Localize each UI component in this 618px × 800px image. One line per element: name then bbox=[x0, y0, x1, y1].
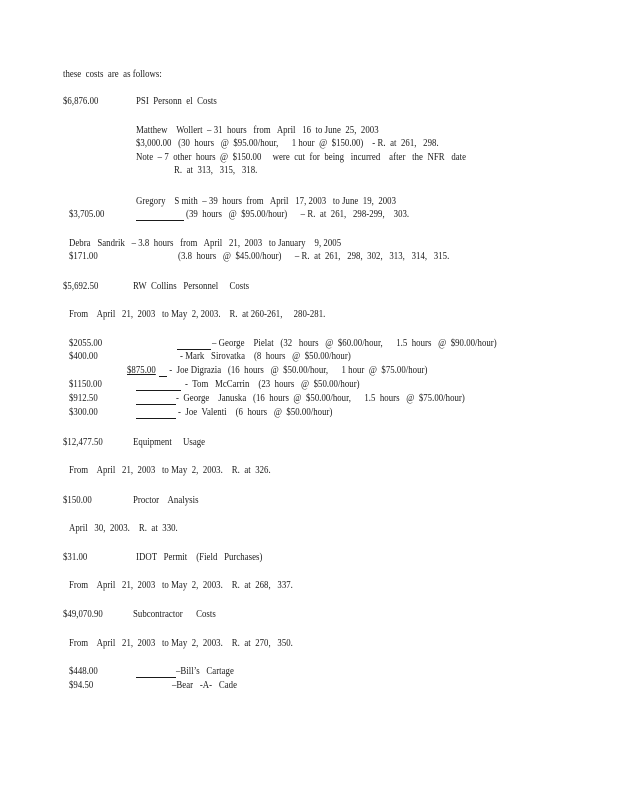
psi-sandrik-detail: (3.8 hours @ $45.00/hour) – R. at 261, 298, 302, 313, 314, 315. bbox=[178, 251, 450, 262]
sub-period: From April 21, 2003 to May 2, 2003. R. at 270, 350. bbox=[69, 638, 293, 649]
idot-period: From April 21, 2003 to May 2, 2003. R. at 268, 337. bbox=[69, 580, 293, 591]
rw-digrazia-detail: - Joe Digrazia (16 hours @ $50.00/hour, 1 hour @ $75.00/hour) bbox=[167, 365, 428, 376]
sub-bear-detail: –Bear -A- Cade bbox=[172, 680, 238, 691]
intro-line: these costs are as follows: bbox=[63, 69, 162, 80]
equipment-amount: $12,477.50 bbox=[63, 437, 103, 448]
equipment-title: Equipment Usage bbox=[133, 437, 206, 448]
psi-wollert-line2: $3,000.00 (30 hours @ $95.00/hour, 1 hour @ $150.00) - R. at 261, 298. bbox=[136, 138, 439, 149]
sub-amount: $49,070.90 bbox=[63, 609, 103, 620]
idot-title: IDOT Permit (Field Purchases) bbox=[136, 552, 263, 563]
psi-smith-amount: $3,705.00 bbox=[69, 209, 105, 220]
psi-sandrik-line1: Debra Sandrik – 3.8 hours from April 21, 2003 to January 9, 2005 bbox=[69, 238, 342, 249]
psi-title: PSI Personn el Costs bbox=[136, 96, 217, 107]
rw-digrazia-blank bbox=[159, 367, 167, 377]
psi-sandrik-amount: $171.00 bbox=[69, 251, 98, 262]
sub-title: Subcontractor Costs bbox=[133, 609, 216, 620]
rw-valenti-blank bbox=[136, 409, 176, 419]
rw-pielat-amount: $2055.00 bbox=[69, 338, 103, 349]
rw-valenti-detail: - Joe Valenti (6 hours @ $50.00/hour) bbox=[178, 407, 333, 418]
rw-januska-blank bbox=[136, 395, 176, 405]
psi-wollert-line1: Matthew Wollert – 31 hours from April 16 to June 25, 2003 bbox=[136, 125, 379, 136]
rw-pielat-blank bbox=[177, 340, 211, 350]
psi-amount: $6,876.00 bbox=[63, 96, 99, 107]
psi-wollert-note-cont: R. at 313, 315, 318. bbox=[174, 165, 258, 176]
sub-bills-detail: –Bill’s Cartage bbox=[176, 666, 234, 677]
rw-sirovatka-amount: $400.00 bbox=[69, 351, 98, 362]
rw-title: RW Collins Personnel Costs bbox=[133, 281, 250, 292]
psi-smith-detail: (39 hours @ $95.00/hour) – R. at 261, 298-299, 303. bbox=[186, 209, 410, 220]
sub-bills-blank bbox=[136, 668, 176, 678]
proctor-title: Proctor Analysis bbox=[133, 495, 199, 506]
idot-amount: $31.00 bbox=[63, 552, 88, 563]
rw-amount: $5,692.50 bbox=[63, 281, 99, 292]
rw-mccarrin-blank bbox=[136, 381, 181, 391]
rw-pielat-detail: – George Pielat (32 hours @ $60.00/hour, 1.5 hours @ $90.00/hour) bbox=[212, 338, 497, 349]
proctor-period: April 30, 2003. R. at 330. bbox=[69, 523, 178, 534]
rw-sirovatka-detail: - Mark Sirovatka (8 hours @ $50.00/hour) bbox=[180, 351, 351, 362]
psi-smith-line1: Gregory S mith – 39 hours from April 17, 2003 to June 19, 2003 bbox=[136, 196, 397, 207]
proctor-amount: $150.00 bbox=[63, 495, 92, 506]
psi-smith-blank bbox=[136, 211, 184, 221]
rw-januska-detail: - George Januska (16 hours @ $50.00/hour, 1.5 hours @ $75.00/hour) bbox=[176, 393, 465, 404]
rw-digrazia-amount: $875.00 bbox=[127, 365, 156, 376]
rw-januska-amount: $912.50 bbox=[69, 393, 98, 404]
sub-bear-amount: $94.50 bbox=[69, 680, 94, 691]
sub-bills-amount: $448.00 bbox=[69, 666, 98, 677]
equipment-period: From April 21, 2003 to May 2, 2003. R. at 326. bbox=[69, 465, 271, 476]
rw-period: From April 21, 2003 to May 2, 2003. R. at 260-261, 280-281. bbox=[69, 309, 326, 320]
rw-mccarrin-amount: $1150.00 bbox=[69, 379, 102, 390]
psi-wollert-note: Note – 7 other hours @ $150.00 were cut for being incurred after the NFR date bbox=[136, 152, 467, 163]
rw-valenti-amount: $300.00 bbox=[69, 407, 98, 418]
rw-mccarrin-detail: - Tom McCarrin (23 hours @ $50.00/hour) bbox=[185, 379, 360, 390]
